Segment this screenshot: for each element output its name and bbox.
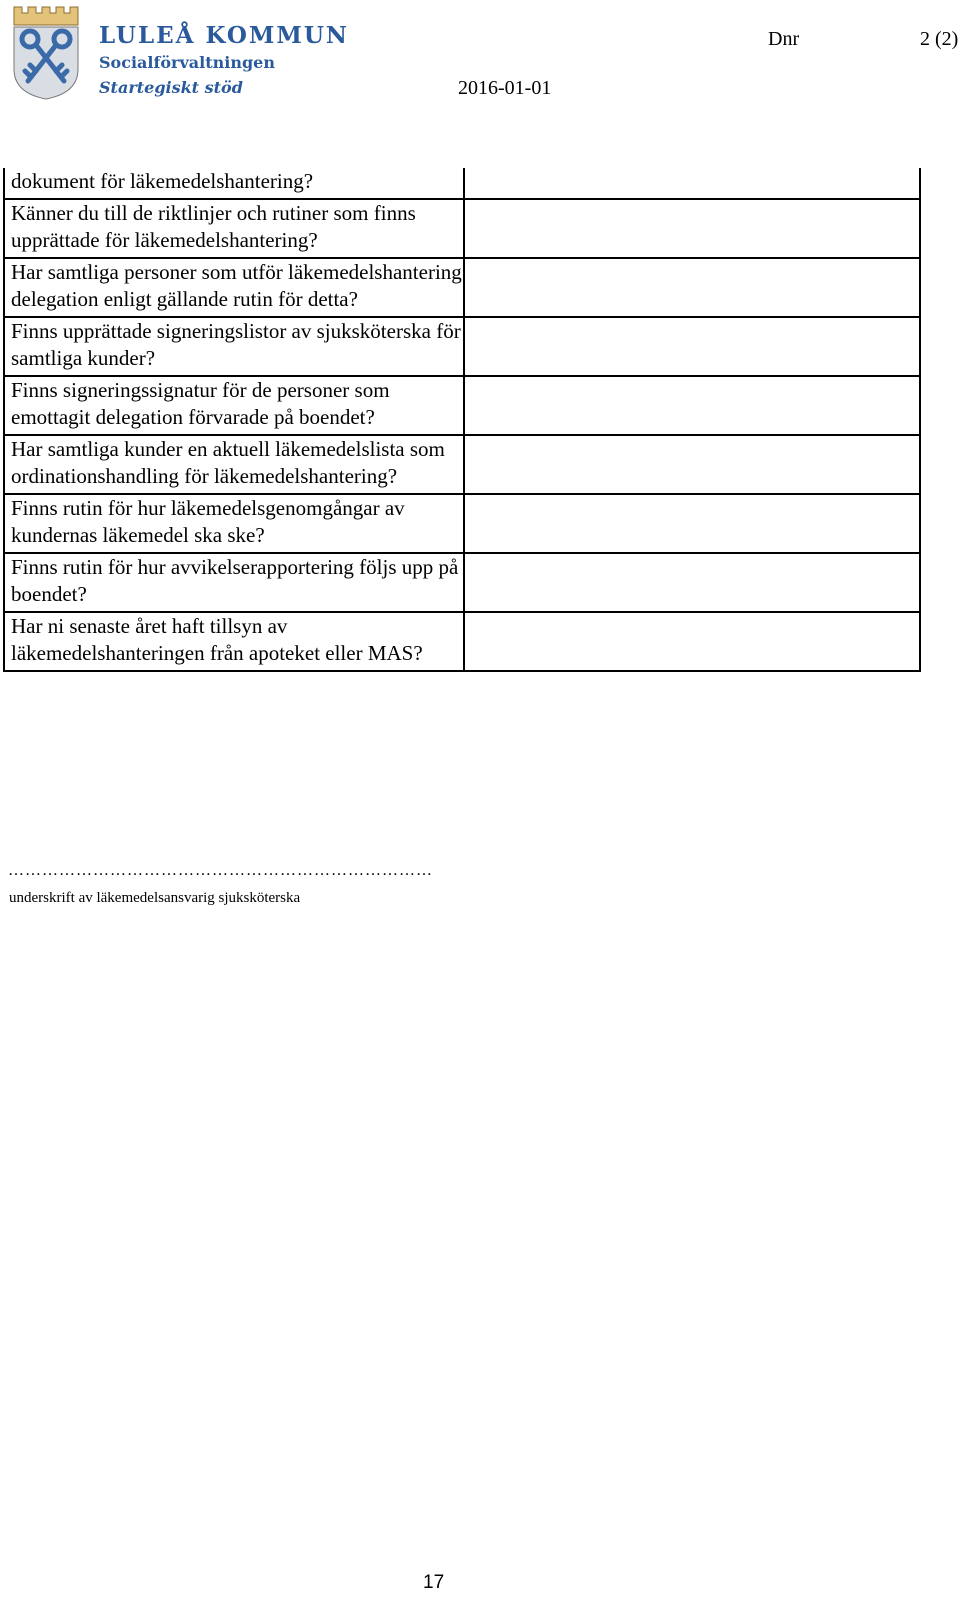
answer-cell[interactable] [464, 553, 920, 612]
question-cell: Finns signeringssignatur för de personer som emottagit delegation förvarade på boendet? [4, 376, 464, 435]
table-row [4, 494, 920, 553]
table-row [4, 168, 920, 199]
table-row [4, 317, 920, 376]
signature-line[interactable]: ………………………………………………………………… [8, 862, 433, 879]
answer-cell[interactable] [464, 317, 920, 376]
question-cell: Har ni senaste året haft tillsyn av läkemedelshanteringen från apoteket eller MAS? [4, 612, 464, 671]
page-indicator: 2 (2) [920, 28, 959, 50]
crest-with-crossed-keys-icon [10, 3, 82, 101]
checklist-table [3, 168, 921, 672]
table-row [4, 376, 920, 435]
answer-cell[interactable] [464, 494, 920, 553]
table-row [4, 435, 920, 494]
unit-name: Startegiskt stöd [99, 78, 243, 97]
table-row [4, 612, 920, 671]
organization-name: LULEÅ KOMMUN [99, 22, 349, 49]
table-row [4, 199, 920, 258]
table-row [4, 553, 920, 612]
answer-cell[interactable] [464, 435, 920, 494]
dnr-label: Dnr [768, 28, 800, 50]
question-cell: Finns rutin för hur avvikelserapportering följs upp på boendet? [4, 553, 464, 612]
department-name: Socialförvaltningen [99, 53, 275, 72]
answer-cell[interactable] [464, 199, 920, 258]
question-cell: Har samtliga personer som utför läkemedelshantering delegation enligt gällande rutin för detta? [4, 258, 464, 317]
page-number: 17 [423, 1572, 445, 1593]
answer-cell[interactable] [464, 258, 920, 317]
question-cell: dokument för läkemedelshantering? [4, 168, 464, 199]
question-cell: Finns rutin för hur läkemedelsgenomgångar av kundernas läkemedel ska ske? [4, 494, 464, 553]
table-row [4, 258, 920, 317]
answer-cell[interactable] [464, 376, 920, 435]
question-cell: Finns upprättade signeringslistor av sjuksköterska för samtliga kunder? [4, 317, 464, 376]
question-cell: Känner du till de riktlinjer och rutiner som finns upprättade för läkemedelshantering? [4, 199, 464, 258]
answer-cell[interactable] [464, 612, 920, 671]
signature-label: underskrift av läkemedelsansvarig sjuksköterska [9, 890, 301, 906]
answer-cell[interactable] [464, 168, 920, 199]
document-date: 2016-01-01 [458, 77, 552, 99]
question-cell: Har samtliga kunder en aktuell läkemedelslista som ordinationshandling för läkemedelshantering? [4, 435, 464, 494]
